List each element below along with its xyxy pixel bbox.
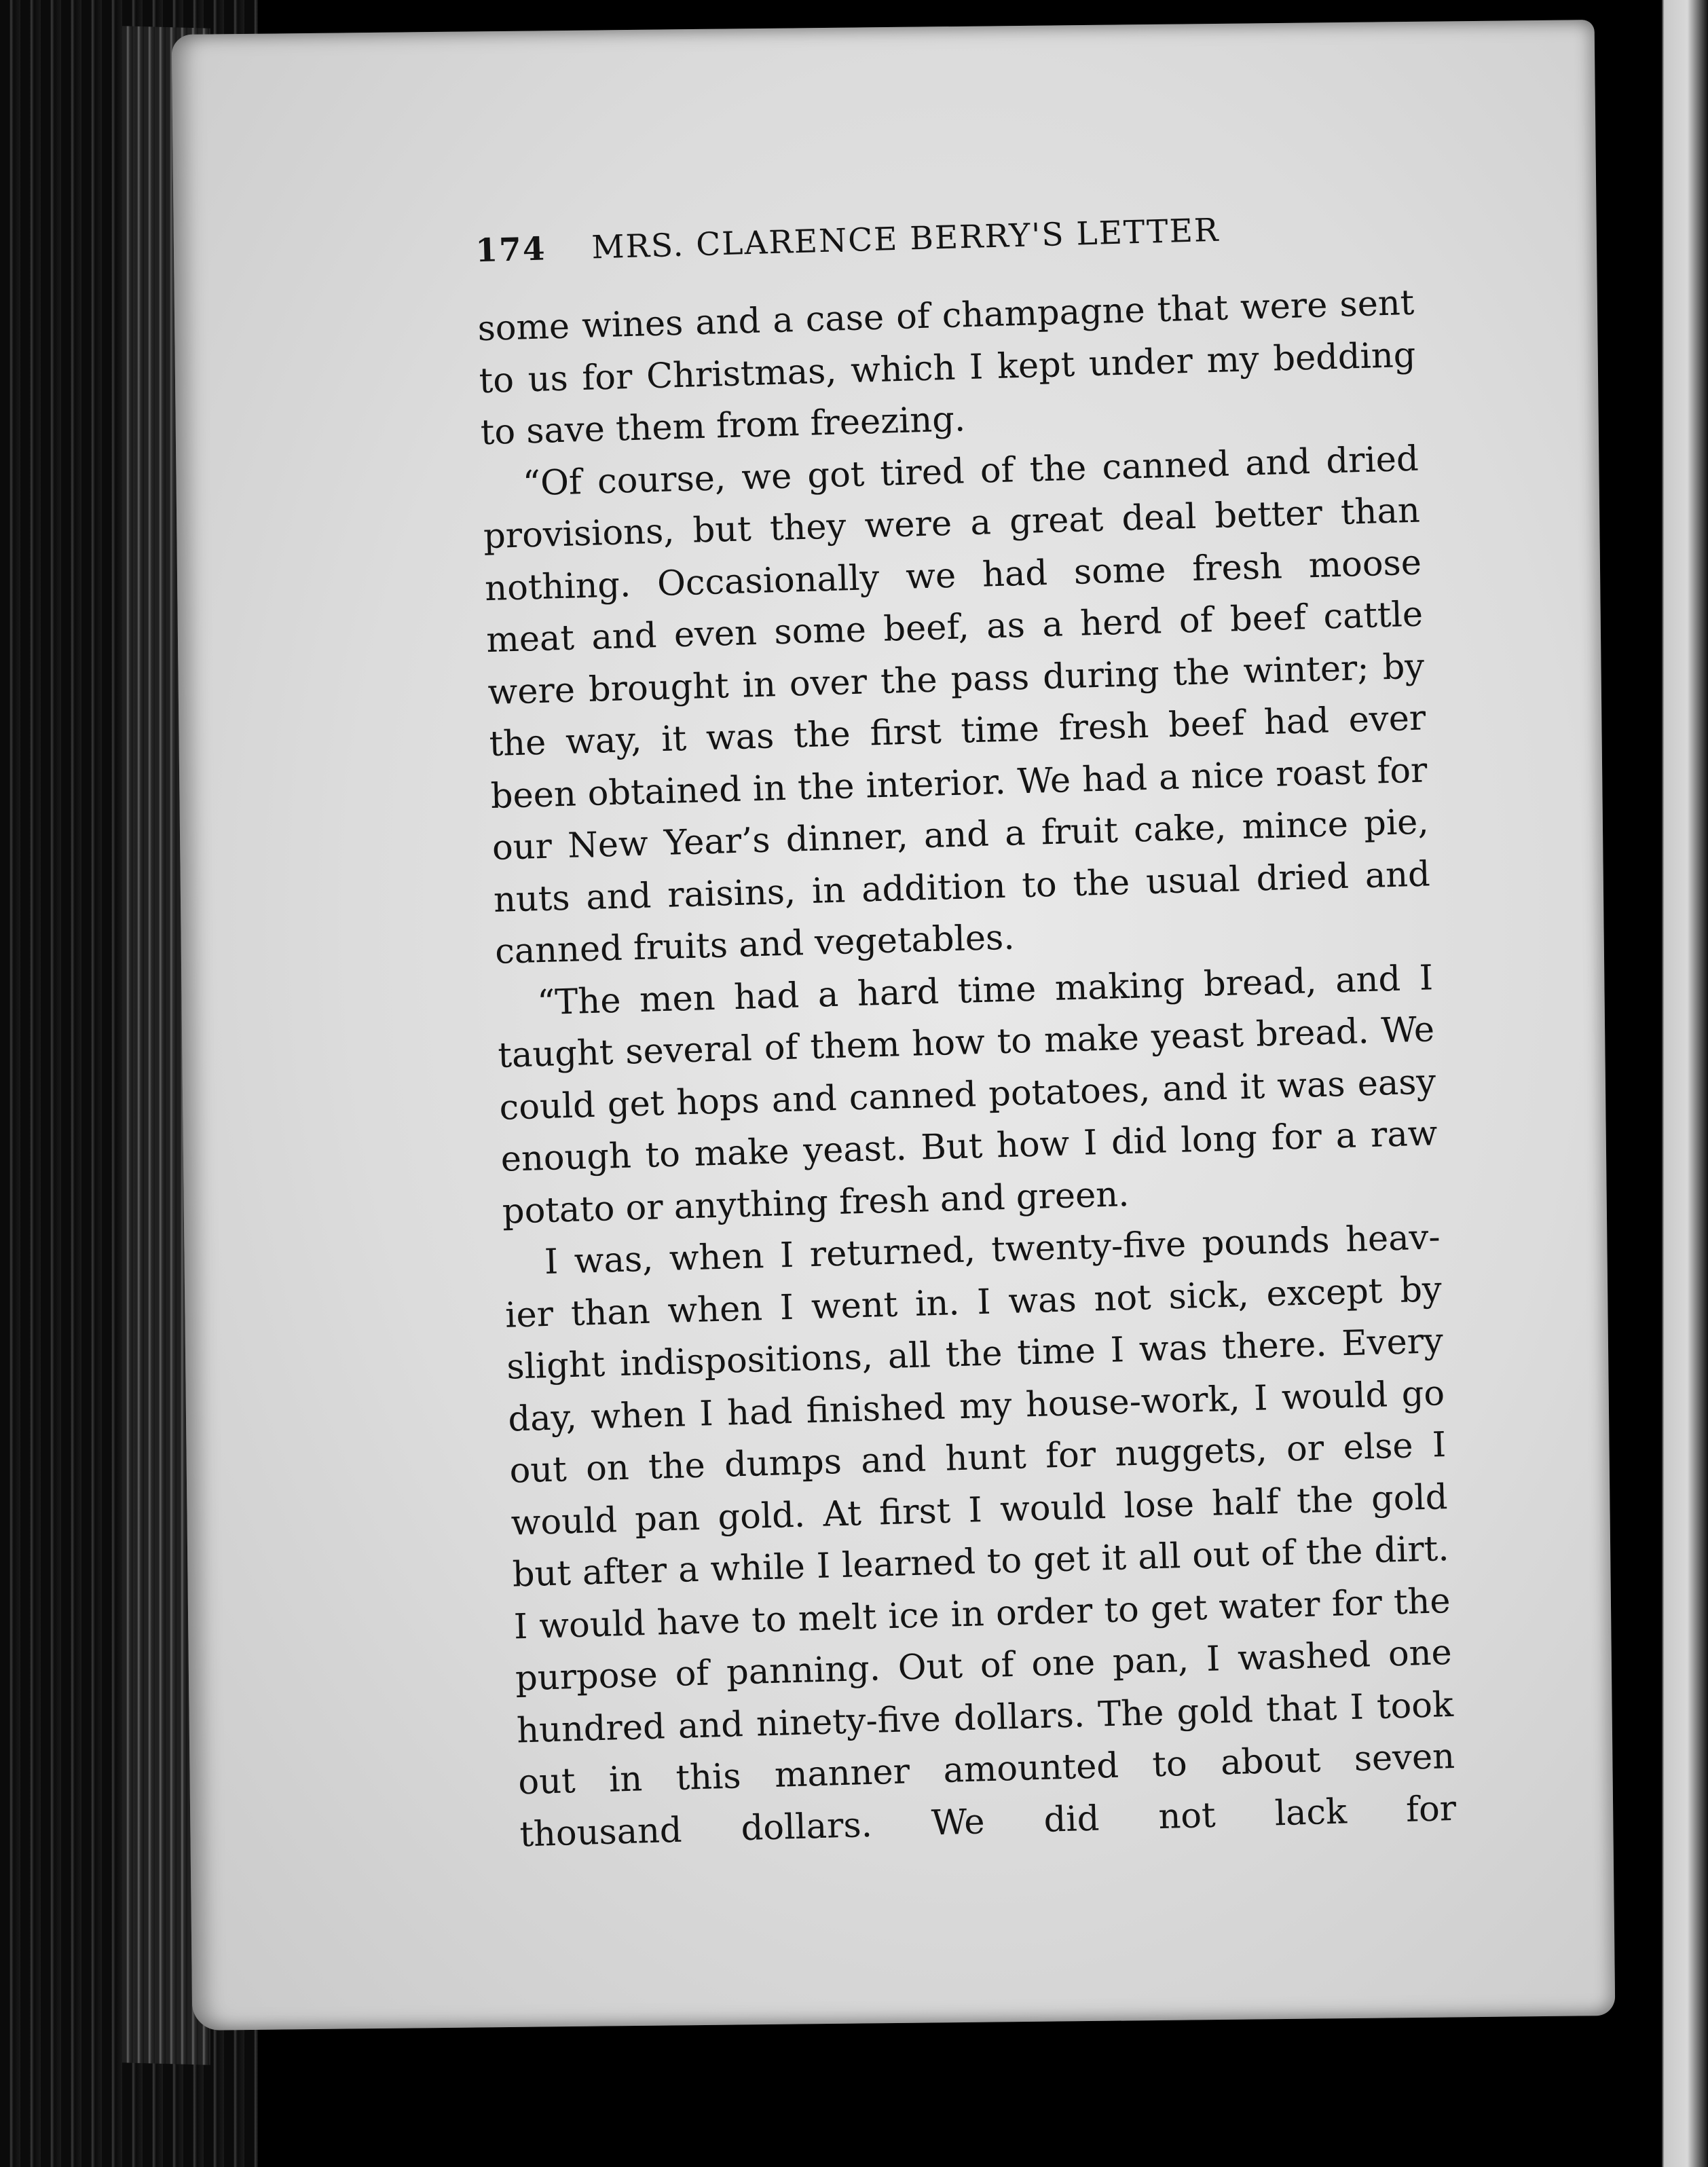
- paragraph: I was, when I returned, twenty-five pounds heav-ier than when I went in. I was not sick, except by slight indispositions, all the time I was there. Every day, when I had finished my house-work, I would go out on the dumps and hunt for nuggets, or else I would pan gold. At first I would lose half the gold but after a while I learned to get it all out of the dirt. I would have to melt ice in order to get water for the purpose of panning. Out of one pan, I washed one hundred and ninety-five dollars. The gold that I took out in this manner amounted to about seven thousand dollars. We did not lack for: [504, 1217, 1457, 1855]
- paragraph: some wines and a case of champagne that were sent to us for Christmas, which I kept under my bedding to save them from freezing.: [477, 282, 1417, 453]
- paragraph: “The men had a hard time making bread, and I taught several of them how to make yeast bread. We could get hops and canned potatoes, and it was easy enough to make yeast. But how I did long for a raw potato or anything fresh and green.: [497, 957, 1438, 1232]
- body-text: [477, 278, 1458, 1862]
- facing-page-edge: [1656, 0, 1708, 2167]
- paragraph: “Of course, we got tired of the canned and dried provisions, but they were a great deal better than nothing. Occasionally we had some fresh moose meat and even some beef, as a herd of beef cattle were brought in over the pass during the winter; by the way, it was the first time fresh beef had ever been obtained in the interior. We had a nice roast for our New Year’s dinner, and a fruit cake, mince pie, nuts and raisins, in addition to the usual dried and canned fruits and vegetables.: [483, 439, 1431, 972]
- page-number: 174: [475, 230, 547, 270]
- running-title: MRS. CLARENCE BERRY'S LETTER: [591, 211, 1220, 267]
